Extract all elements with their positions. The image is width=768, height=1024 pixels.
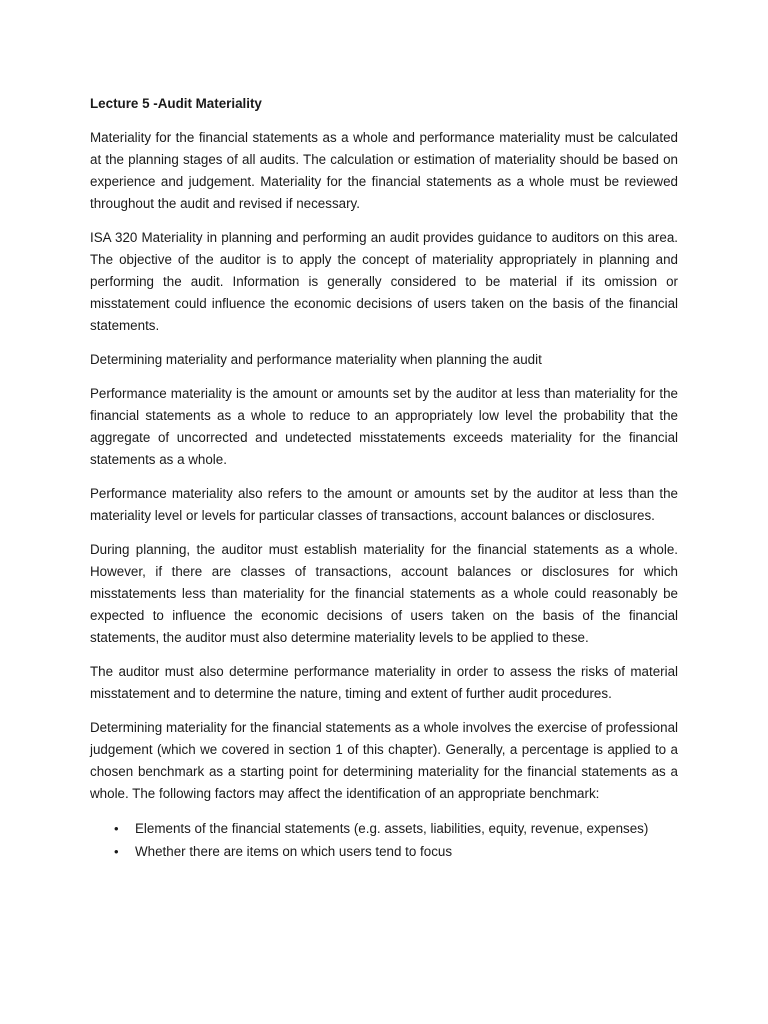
paragraph-performance-materiality-classes: Performance materiality also refers to the amount or amounts set by the auditor at less than the materiality level or levels for particular classes of transactions, account balances or disclosures. (90, 486, 678, 523)
list-item (90, 840, 678, 863)
list-item-text: Elements of the financial statements (e.g. assets, liabilities, equity, revenue, expenses) (135, 821, 649, 836)
bullet-icon: • (114, 844, 119, 859)
paragraph-materiality-intro: Materiality for the financial statements as a whole and performance materiality must be calculated at the planning stages of all audits. The calculation or estimation of materiality should be based on experience and judgement. Materiality for the financial statements as a whole must be reviewed throughout the audit and revised if necessary. (90, 130, 678, 211)
paragraph-isa-320: ISA 320 Materiality in planning and performing an audit provides guidance to auditors on this area. The objective of the auditor is to apply the concept of materiality appropriately in planning and performing the audit. Information is generally considered to be material if its omission or misstatement could influence the economic decisions of users taken on the basis of the financial statements. (90, 230, 678, 333)
benchmark-factors-list (90, 817, 678, 863)
document-body (90, 93, 678, 863)
list-item (90, 817, 678, 840)
bullet-icon: • (114, 821, 119, 836)
paragraph-assess-risks: The auditor must also determine performance materiality in order to assess the risks of material misstatement and to determine the nature, timing and extent of further audit procedures. (90, 664, 678, 701)
section-heading-determining-materiality: Determining materiality and performance materiality when planning the audit (90, 352, 542, 367)
list-item-text: Whether there are items on which users tend to focus (135, 844, 453, 859)
document-title: Lecture 5 -Audit Materiality (90, 96, 262, 111)
paragraph-performance-materiality-definition: Performance materiality is the amount or amounts set by the auditor at less than materiality for the financial statements as a whole to reduce to an appropriately low level the probability that the aggregate of uncorrected and undetected misstatements exceeds materiality for the financial statements as a whole. (90, 386, 678, 467)
paragraph-benchmark: Determining materiality for the financial statements as a whole involves the exercise of professional judgement (which we covered in section 1 of this chapter). Generally, a percentage is applied to a chosen benchmark as a starting point for determining materiality for the financial statements as a whole. The following factors may affect the identification of an appropriate benchmark: (90, 720, 678, 801)
paragraph-during-planning: During planning, the auditor must establish materiality for the financial statements as a whole. However, if there are classes of transactions, account balances or disclosures for which misstatements less than materiality for the financial statements as a whole could reasonably be expected to influence the economic decisions of users taken on the basis of the financial statements, the auditor must also determine materiality levels to be applied to these. (90, 542, 678, 645)
